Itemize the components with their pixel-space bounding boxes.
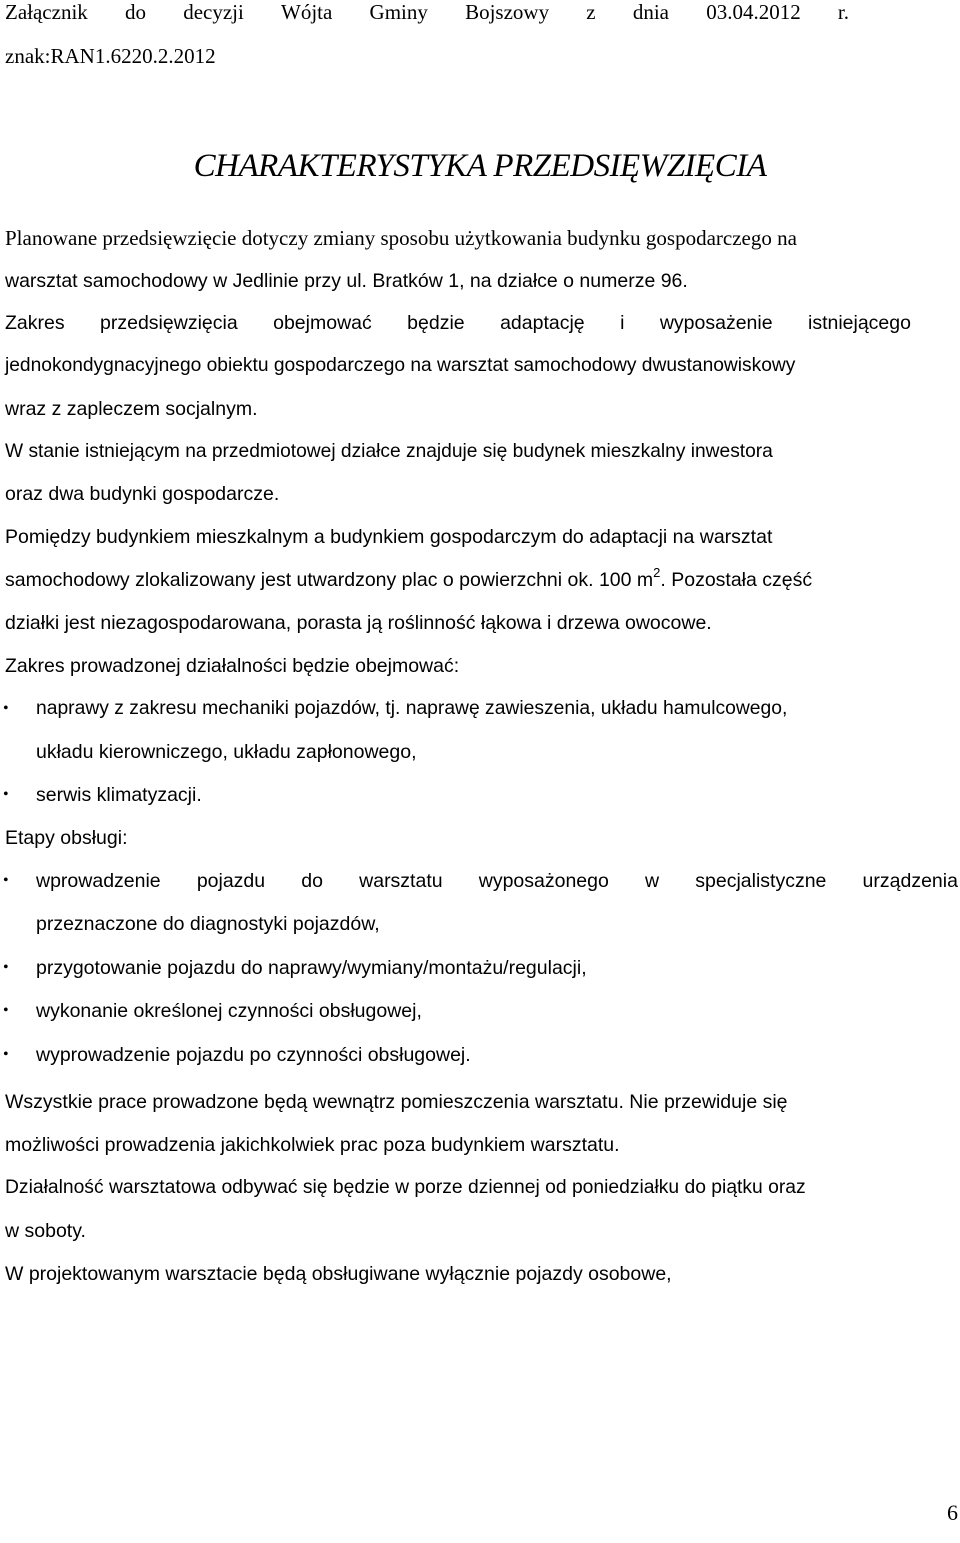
paragraph-2-line-2: jednokondygnacyjnego obiektu gospodarczego na warsztat samochodowy dwustanowiskowy [5, 355, 796, 376]
bullet-icon: • [3, 786, 9, 803]
paragraph-3-line-1: W stanie istniejącym na przedmiotowej działce znajduje się budynek mieszkalny inwestora [5, 441, 773, 462]
paragraph-2-line-3: wraz z zapleczem socjalnym. [5, 398, 258, 420]
stage-word: wprowadzenie [36, 870, 161, 892]
stage-word: warsztatu [359, 870, 443, 892]
scope-heading: Zakres prowadzonej działalności będzie obejmować: [5, 655, 460, 677]
paragraph-2-line-1 [5, 308, 911, 338]
stages-item-1-line-1 [36, 866, 958, 896]
paragraph-3-line-2: oraz dwa budynki gospodarcze. [5, 483, 280, 505]
paragraph-1-line-1: Planowane przedsięwzięcie dotyczy zmiany sposobu użytkowania budynku gospodarczego na [5, 226, 797, 250]
page-number: 6 [947, 1500, 958, 1525]
p2-word: będzie [407, 312, 465, 334]
stage-word: w [645, 870, 660, 892]
p2-word: przedsięwzięcia [100, 312, 238, 334]
header-word: r. [837, 0, 849, 24]
header-word: Bojszowy [465, 0, 550, 24]
p4-line-2-tail: . Pozostała część [660, 569, 813, 591]
bullet-icon: • [3, 959, 9, 976]
scope-item-2: serwis klimatyzacji. [36, 784, 202, 806]
stage-word: specjalistyczne [695, 870, 827, 892]
paragraph-6-line-2: w soboty. [5, 1220, 86, 1242]
paragraph-5-line-1: Wszystkie prace prowadzone będą wewnątrz pomieszczenia warsztatu. Nie przewiduje się [5, 1091, 788, 1113]
header-word: do [124, 0, 146, 24]
stage-word: do [301, 870, 323, 892]
p2-word: obejmować [273, 312, 372, 334]
p2-word: i [620, 312, 625, 334]
stages-heading: Etapy obsługi: [5, 827, 128, 849]
stage-word: urządzenia [862, 870, 958, 892]
paragraph-6-line-1: Działalność warsztatowa odbywać się będzie w porze dziennej od poniedziałku do piątku oraz [5, 1177, 806, 1198]
header-word: z [586, 0, 596, 24]
header-line-1 [5, 0, 849, 27]
stage-word: wyposażonego [478, 870, 609, 892]
header-word: dnia [632, 0, 669, 24]
stages-item-2: przygotowanie pojazdu do naprawy/wymiany/montażu/regulacji, [36, 957, 587, 979]
paragraph-4-line-3: działki jest niezagospodarowana, porasta ją roślinność łąkowa i drzewa owocowe. [5, 612, 712, 634]
header-line-2: znak:RAN1.6220.2.2012 [5, 44, 216, 68]
header-word: 03.04.2012 [706, 0, 801, 24]
stage-word: pojazdu [196, 870, 266, 892]
p4-line-2-text: samochodowy zlokalizowany jest utwardzony plac o powierzchni ok. 100 m [5, 569, 654, 591]
stages-item-1-line-2: przeznaczone do diagnostyki pojazdów, [36, 913, 380, 935]
header-word: decyzji [183, 0, 244, 24]
p2-word: wyposażenie [659, 312, 773, 334]
stages-item-3: wykonanie określonej czynności obsługowej, [36, 1000, 422, 1022]
bullet-icon: • [3, 1046, 9, 1063]
paragraph-1-line-2: warsztat samochodowy w Jedlinie przy ul. Bratków 1, na działce o numerze 96. [5, 270, 688, 292]
paragraph-7-line-1: W projektowanym warsztacie będą obsługiwane wyłącznie pojazdy osobowe, [5, 1263, 672, 1285]
p2-word: adaptację [500, 312, 585, 334]
bullet-icon: • [3, 1002, 9, 1019]
scope-item-1-line-1: naprawy z zakresu mechaniki pojazdów, tj. naprawę zawieszenia, układu hamulcowego, [36, 698, 788, 719]
p2-word: istniejącego [807, 312, 911, 334]
stages-item-4: wyprowadzenie pojazdu po czynności obsługowej. [36, 1044, 471, 1066]
header-word: Gminy [369, 0, 428, 24]
header-word: Załącznik [5, 0, 88, 24]
p2-word: Zakres [5, 312, 65, 334]
paragraph-4-line-2 [5, 565, 955, 595]
bullet-icon: • [3, 872, 9, 889]
header-word: Wójta [281, 0, 333, 24]
paragraph-4-line-1: Pomiędzy budynkiem mieszkalnym a budynkiem gospodarczym do adaptacji na warsztat [5, 526, 773, 548]
bullet-icon: • [3, 700, 9, 717]
scope-item-1-line-2: układu kierowniczego, układu zapłonowego, [36, 741, 417, 763]
paragraph-5-line-2: możliwości prowadzenia jakichkolwiek prac poza budynkiem warsztatu. [5, 1134, 620, 1156]
superscript-2: 2 [653, 565, 661, 580]
page-title: CHARAKTERYSTYKA PRZEDSIĘWZIĘCIA [193, 148, 767, 184]
